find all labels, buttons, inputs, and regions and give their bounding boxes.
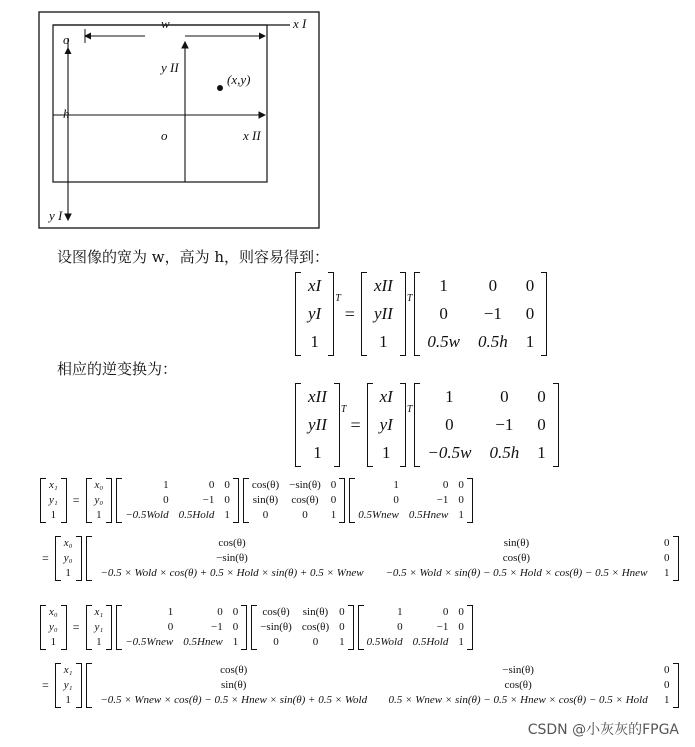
eq5-lhs-vector <box>40 605 67 650</box>
eq5-equals: = <box>72 620 80 634</box>
eq6-r2-1: cos(θ) <box>504 679 532 691</box>
eq6-matrix <box>86 663 679 708</box>
eq5-vec-0: x₁ <box>94 606 104 618</box>
eq3-m2-22: 1 <box>330 509 337 521</box>
eq4-matrix <box>86 536 679 581</box>
eq2-m-21: 0.5h <box>489 443 520 462</box>
eq5-vec-1: y₁ <box>94 621 104 633</box>
eq3-vec-2: 1 <box>96 509 102 521</box>
equation-rotation-forward <box>38 478 475 523</box>
label-point: (x,y) <box>227 72 251 87</box>
eq5-m2-01: sin(θ) <box>302 606 329 618</box>
eq1-rhs-0: xII <box>373 276 393 295</box>
eq1-m-20: 0.5w <box>427 332 460 351</box>
eq6-r1-2: 0 <box>664 664 670 676</box>
eq2-m-00: 1 <box>445 387 454 406</box>
eq1-lhs-2: 1 <box>310 332 319 351</box>
eq1-transpose-2: T <box>406 292 413 304</box>
eq2-lhs-2: 1 <box>313 443 322 462</box>
eq2-m-12: 0 <box>537 415 546 434</box>
eq4-vec-1: y₀ <box>63 552 73 564</box>
eq3-lhs-0: x₁ <box>49 479 58 491</box>
eq2-m-02: 0 <box>537 387 546 406</box>
eq5-vector <box>86 605 113 650</box>
eq4-r1-1: sin(θ) <box>503 537 530 549</box>
eq1-matrix <box>414 272 547 356</box>
eq3-m3-01: 0 <box>442 479 449 491</box>
eq5-lhs-2: 1 <box>50 636 57 648</box>
eq5-m3-22: 1 <box>458 636 464 648</box>
eq3-vec-0: x₀ <box>94 479 104 491</box>
eq3-m3-00: 1 <box>393 479 399 491</box>
eq2-rhs-0: xI <box>379 387 393 406</box>
eq2-lhs-vector <box>295 383 340 467</box>
eq3-matrix-1 <box>116 478 239 523</box>
equation-forward <box>293 272 549 356</box>
equation-rotation-forward-expanded <box>38 536 681 581</box>
eq6-r3-2: 1 <box>664 694 670 706</box>
eq3-matrix-2 <box>243 478 345 523</box>
eq3-m2-10: sin(θ) <box>252 494 279 506</box>
eq3-m1-02: 0 <box>224 479 230 491</box>
eq5-m1-11: −1 <box>210 621 223 633</box>
label-h: h <box>63 106 70 121</box>
eq5-lhs-1: y₀ <box>49 621 58 633</box>
eq5-m3-10: 0 <box>397 621 403 633</box>
eq4-vec-2: 1 <box>65 567 71 579</box>
equation-inverse <box>293 383 561 467</box>
eq6-r2-2: 0 <box>664 679 670 691</box>
eq4-r3-0: −0.5 × Wold × cos(θ) + 0.5 × Hold × sin(θ) + 0.5 × Wnew <box>100 567 364 579</box>
eq1-rhs-2: 1 <box>379 332 388 351</box>
eq3-vector <box>86 478 113 523</box>
eq1-lhs-0: xI <box>308 276 322 295</box>
eq2-lhs-0: xII <box>308 387 327 406</box>
eq5-m2-22: 1 <box>339 636 345 648</box>
eq3-m1-11: −1 <box>202 494 215 506</box>
eq5-matrix-1 <box>116 605 247 650</box>
eq3-m2-11: cos(θ) <box>291 494 319 506</box>
eq2-transpose-1: T <box>340 403 347 415</box>
eq3-m3-11: −1 <box>436 494 449 506</box>
eq1-lhs-1: yI <box>308 304 322 323</box>
eq3-m2-20: 0 <box>262 509 269 521</box>
label-yI: y I <box>49 208 63 223</box>
eq6-r3-0: −0.5 × Wnew × cos(θ) − 0.5 × Hnew × sin(θ) + 0.5 × Wold <box>100 694 368 706</box>
eq3-m2-01: −sin(θ) <box>289 479 321 491</box>
eq3-m1-01: 0 <box>208 479 215 491</box>
eq4-r2-2: 0 <box>664 552 670 564</box>
eq3-equals: = <box>72 493 80 507</box>
eq4-equals: = <box>42 551 49 565</box>
eq4-r1-0: cos(θ) <box>218 537 246 549</box>
point-marker <box>217 85 223 91</box>
eq5-m2-12: 0 <box>339 621 345 633</box>
eq5-m2-20: 0 <box>273 636 279 648</box>
eq3-m2-21: 0 <box>302 509 308 521</box>
eq1-m-21: 0.5h <box>477 332 508 351</box>
eq5-m3-01: 0 <box>442 606 449 618</box>
eq6-r1-0: cos(θ) <box>220 664 248 676</box>
eq4-vec-0: x₀ <box>63 537 73 549</box>
label-o-center: o <box>161 128 168 143</box>
eq1-rhs-vector <box>361 272 406 356</box>
eq3-m3-02: 0 <box>458 479 464 491</box>
eq4-r2-1: cos(θ) <box>502 552 531 564</box>
eq5-m2-10: −sin(θ) <box>260 621 292 633</box>
equation-rotation-inverse <box>38 605 475 650</box>
eq5-m1-01: 0 <box>217 606 223 618</box>
eq3-lhs-vector <box>40 478 67 523</box>
eq5-m2-21: 0 <box>312 636 319 648</box>
eq2-transpose-2: T <box>406 403 413 415</box>
equation-rotation-inverse-expanded <box>38 663 681 708</box>
coordinate-diagram <box>35 8 325 233</box>
eq1-m-11: −1 <box>483 304 502 323</box>
eq3-m3-21: 0.5Hnew <box>408 509 449 521</box>
eq2-equals: = <box>350 414 361 435</box>
eq6-vec-2: 1 <box>65 694 71 706</box>
eq4-vector <box>55 536 82 581</box>
eq3-m3-20: 0.5Wnew <box>358 509 399 521</box>
eq5-vec-2: 1 <box>96 636 102 648</box>
eq3-m1-22: 1 <box>224 509 230 521</box>
eq5-m1-12: 0 <box>232 621 239 633</box>
eq5-m3-21: 0.5Hold <box>412 636 449 648</box>
eq1-transpose-1: T <box>335 292 341 304</box>
eq5-m2-00: cos(θ) <box>262 606 290 618</box>
eq3-m3-22: 1 <box>458 509 464 521</box>
label-yII: y II <box>161 60 179 75</box>
eq2-matrix <box>414 383 558 467</box>
eq5-matrix-2 <box>251 605 353 650</box>
eq2-rhs-2: 1 <box>381 443 391 462</box>
eq3-m2-02: 0 <box>330 479 337 491</box>
eq1-m-10: 0 <box>439 304 448 323</box>
eq2-m-20: −0.5w <box>427 443 472 462</box>
eq6-vec-0: x₁ <box>63 664 73 676</box>
image-rect <box>53 25 267 182</box>
eq5-m1-21: 0.5Hnew <box>183 636 223 648</box>
eq1-m-00: 1 <box>439 276 448 295</box>
eq2-lhs-1: yII <box>308 415 327 434</box>
eq4-r3-1: −0.5 × Wold × sin(θ) − 0.5 × Hold × cos(θ) − 0.5 × Hnew <box>385 567 648 579</box>
eq5-m1-00: 1 <box>167 606 174 618</box>
eq3-vec-1: y₀ <box>94 494 104 506</box>
eq1-m-12: 0 <box>525 304 535 323</box>
eq3-lhs-2: 1 <box>50 509 57 521</box>
label-w: w <box>161 16 170 31</box>
eq5-m1-22: 1 <box>232 636 239 648</box>
label-xI: x I <box>293 16 307 31</box>
eq4-r1-2: 0 <box>664 537 670 549</box>
eq5-m1-20: −0.5Wnew <box>125 636 174 648</box>
eq2-rhs-1: yI <box>379 415 393 434</box>
eq5-m3-11: −1 <box>436 621 449 633</box>
eq1-m-22: 1 <box>525 332 535 351</box>
eq3-m2-00: cos(θ) <box>251 479 280 491</box>
eq3-m1-12: 0 <box>224 494 230 506</box>
eq5-m3-12: 0 <box>458 621 464 633</box>
eq5-m3-00: 1 <box>397 606 403 618</box>
eq3-m2-12: 0 <box>330 494 337 506</box>
eq5-m1-10: 0 <box>167 621 174 633</box>
csdn-watermark: CSDN @小灰灰的FPGA <box>527 722 679 738</box>
label-xII: x II <box>243 128 261 143</box>
eq5-m1-02: 0 <box>232 606 239 618</box>
eq3-m1-00: 1 <box>163 479 169 491</box>
eq6-vec-1: y₁ <box>63 679 73 691</box>
eq6-r3-1: 0.5 × Wnew × sin(θ) − 0.5 × Hnew × cos(θ) − 0.5 × Hold <box>388 694 648 706</box>
eq5-m3-02: 0 <box>458 606 464 618</box>
eq6-vector <box>55 663 82 708</box>
eq5-m3-20: 0.5Wold <box>366 636 403 648</box>
eq6-r1-1: −sin(θ) <box>502 664 534 676</box>
eq3-m1-10: 0 <box>163 494 169 506</box>
eq1-lhs-vector <box>295 272 334 356</box>
eq2-rhs-vector <box>367 383 406 467</box>
eq1-equals: = <box>344 303 355 324</box>
intro-text: 设图像的宽为 w，高为 h，则容易得到： <box>57 248 330 266</box>
eq4-r2-0: −sin(θ) <box>216 552 248 564</box>
eq3-m3-10: 0 <box>393 494 399 506</box>
eq6-r2-0: sin(θ) <box>220 679 247 691</box>
outer-frame <box>39 12 319 228</box>
eq1-m-01: 0 <box>488 276 498 295</box>
eq5-m2-11: cos(θ) <box>301 621 330 633</box>
eq1-m-02: 0 <box>525 276 535 295</box>
eq2-m-11: −1 <box>495 415 514 434</box>
eq2-m-01: 0 <box>500 387 509 406</box>
label-o-top: o <box>63 32 70 47</box>
eq3-m1-20: −0.5Wold <box>125 509 169 521</box>
eq1-rhs-1: yII <box>373 304 393 323</box>
eq5-matrix-3 <box>358 605 473 650</box>
eq3-lhs-1: y₁ <box>49 494 58 506</box>
eq2-m-10: 0 <box>445 415 454 434</box>
inverse-intro-text: 相应的逆变换为： <box>57 360 178 378</box>
eq5-lhs-0: x₀ <box>49 606 58 618</box>
eq3-m3-12: 0 <box>458 494 464 506</box>
eq5-m2-02: 0 <box>339 606 345 618</box>
eq3-matrix-3 <box>349 478 473 523</box>
eq2-m-22: 1 <box>537 443 546 462</box>
eq6-equals: = <box>42 678 49 692</box>
eq3-m1-21: 0.5Hold <box>178 509 215 521</box>
eq4-r3-2: 1 <box>664 567 670 579</box>
